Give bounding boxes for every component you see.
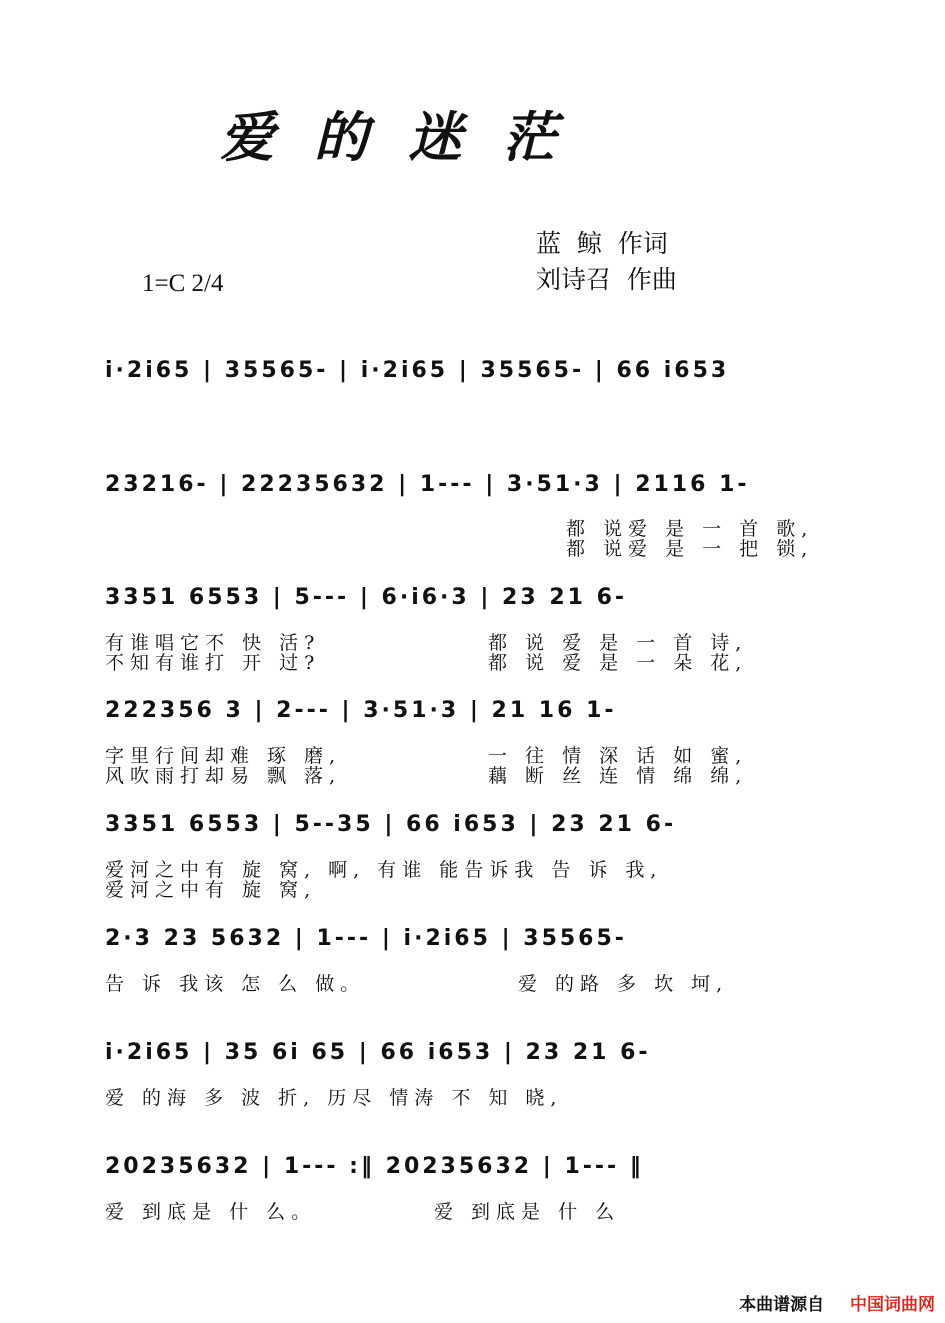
lyric-verse-1b: 爱 到底是 什 么 <box>434 1201 621 1223</box>
notation-line: 3351 6553 | 5--- | 6·i6·3 | 23 21 6- <box>105 585 628 610</box>
lyric-verse-1: 爱 到底是 什 么。 <box>105 1201 317 1223</box>
key-signature: 1=C 2/4 <box>142 270 224 297</box>
lyric-verse-1: 爱河之中有 旋 窝, 啊, 有谁 能告诉我 告 诉 我, <box>105 859 663 881</box>
lyricist-credit: 蓝 鲸 作词 <box>536 229 668 258</box>
notation-line: 20235632 | 1--- :‖ 20235632 | 1--- ‖ <box>105 1154 644 1179</box>
system-6 <box>0 926 945 966</box>
notation-line: i·2i65 | 35565- | i·2i65 | 35565- | 66 i653 <box>105 358 730 383</box>
system-2 <box>0 472 945 512</box>
system-4 <box>0 698 945 738</box>
lyric-verse-1: 字里行间却难 琢 磨, <box>105 745 342 767</box>
system-1 <box>0 358 945 398</box>
lyric-verse-2b: 藕 断 丝 连 情 绵 绵, <box>488 765 748 787</box>
lyric-verse-1: 有谁唱它不 快 活? <box>105 632 321 654</box>
source-footer <box>739 1290 935 1315</box>
notation-line: 23216- | 22235632 | 1--- | 3·51·3 | 2116 1- <box>105 472 750 497</box>
lyric-verse-2: 爱河之中有 旋 窝, <box>105 879 317 901</box>
source-label: 本曲谱源自 <box>739 1295 825 1315</box>
lyric-verse-2b: 都 说 爱 是 一 朵 花, <box>488 652 748 674</box>
system-3 <box>0 585 945 625</box>
lyric-verse-1b: 爱 的路 多 坎 坷, <box>518 973 729 995</box>
lyric-verse-1: 都 说爱 是 一 首 歌, <box>566 518 814 540</box>
lyric-verse-2: 都 说爱 是 一 把 锁, <box>566 538 814 560</box>
lyric-verse-1: 爱 的海 多 波 折, 历尽 情涛 不 知 晓, <box>105 1087 563 1109</box>
source-site-link[interactable]: 中国词曲网 <box>850 1295 935 1315</box>
lyric-verse-2: 风吹雨打却易 飘 落, <box>105 765 342 787</box>
lyric-verse-1: 告 诉 我该 怎 么 做。 <box>105 973 366 995</box>
notation-line: 2·3 23 5632 | 1--- | i·2i65 | 35565- <box>105 926 627 951</box>
song-title: 爱的迷茫 <box>220 106 596 169</box>
lyric-verse-1b: 一 往 情 深 话 如 蜜, <box>488 745 748 767</box>
notation-line: 3351 6553 | 5--35 | 66 i653 | 23 21 6- <box>105 812 677 837</box>
lyric-verse-2: 不知有谁打 开 过? <box>105 652 321 674</box>
system-8 <box>0 1154 945 1194</box>
composer-credit: 刘诗召 作曲 <box>536 265 677 294</box>
notation-line: i·2i65 | 35 6i 65 | 66 i653 | 23 21 6- <box>105 1040 651 1065</box>
system-5 <box>0 812 945 852</box>
lyric-verse-1b: 都 说 爱 是 一 首 诗, <box>488 632 748 654</box>
system-7 <box>0 1040 945 1080</box>
notation-line: 222356 3 | 2--- | 3·51·3 | 21 16 1- <box>105 698 617 723</box>
